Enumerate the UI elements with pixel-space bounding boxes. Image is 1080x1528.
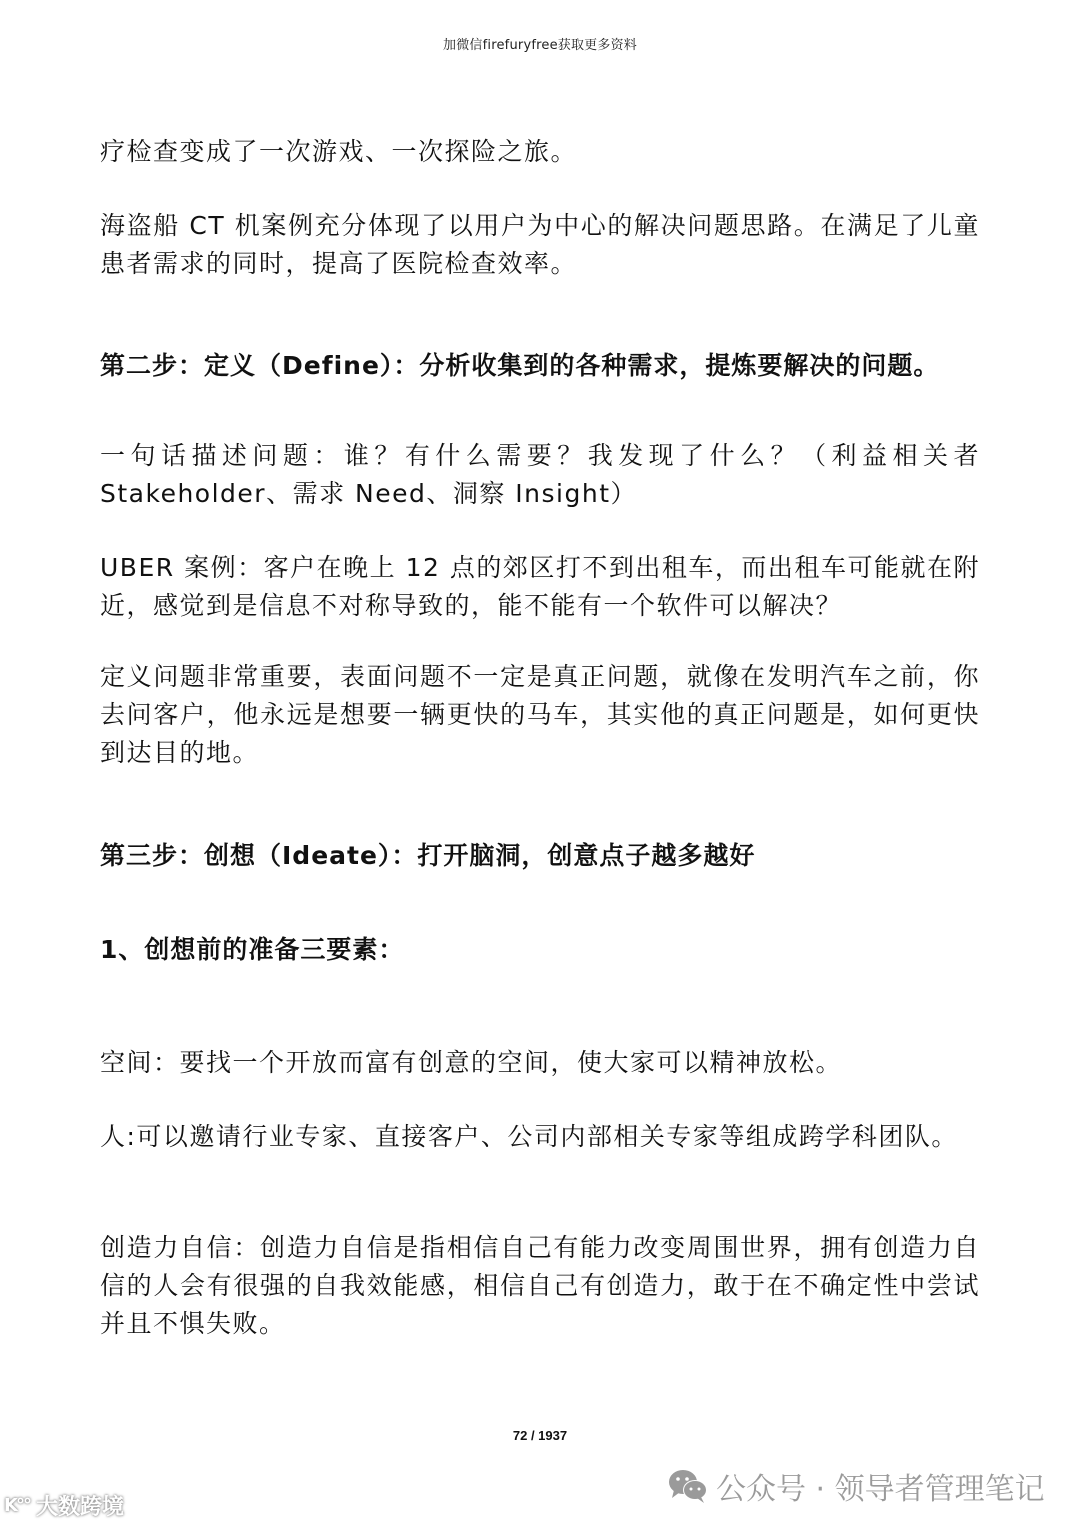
watermark-right-text: 公众号 · 领导者管理笔记: [716, 1472, 1045, 1507]
section-heading-ideate: 第三步：创想（Ideate）：打开脑洞，创意点子越多越好: [100, 841, 756, 870]
watermark-left: [4, 1490, 124, 1521]
paragraph: 定义问题非常重要，表面问题不一定是真正问题，就像在发明汽车之前，你去问客户，他永远是想要一辆更快的马车，其实他的真正问题是，如何更快到达目的地。: [100, 662, 980, 767]
paragraph: 创造力自信：创造力自信是指相信自己有能力改变周围世界，拥有创造力自信的人会有很强的自我效能感，相信自己有创造力，敢于在不确定性中尝试并且不惧失败。: [100, 1233, 980, 1338]
watermark-left-text: 大数跨境: [35, 1495, 124, 1520]
paragraph: 空间：要找一个开放而富有创意的空间，使大家可以精神放松。: [100, 1048, 843, 1077]
section-heading-define: 第二步：定义（Define）：分析收集到的各种需求，提炼要解决的问题。: [100, 351, 940, 380]
paragraph: 海盗船 CT 机案例充分体现了以用户为中心的解决问题思路。在满足了儿童患者需求的同时，提高了医院检查效率。: [100, 211, 980, 278]
watermark-right: [668, 1464, 1045, 1508]
paragraph: 人:可以邀请行业专家、直接客户、公司内部相关专家等组成跨学科团队。: [100, 1122, 958, 1151]
paragraph: UBER 案例：客户在晚上 12 点的郊区打不到出租车，而出租车可能就在附近，感觉到是信息不对称导致的，能不能有一个软件可以解决？: [100, 553, 980, 620]
brand-logo-icon: K°°: [4, 1495, 30, 1516]
subsection-heading: 1、创想前的准备三要素：: [100, 935, 405, 964]
page-number: 72 / 1937: [512, 1428, 568, 1443]
wechat-icon: [668, 1468, 708, 1504]
paragraph: 疗检查变成了一次游戏、一次探险之旅。: [100, 137, 578, 166]
header-note: 加微信firefuryfree获取更多资料: [443, 38, 637, 53]
paragraph: 一句话描述问题：谁？有什么需要？我发现了什么？（利益相关者 Stakeholder、需求 Need、洞察 Insight）: [100, 441, 980, 508]
